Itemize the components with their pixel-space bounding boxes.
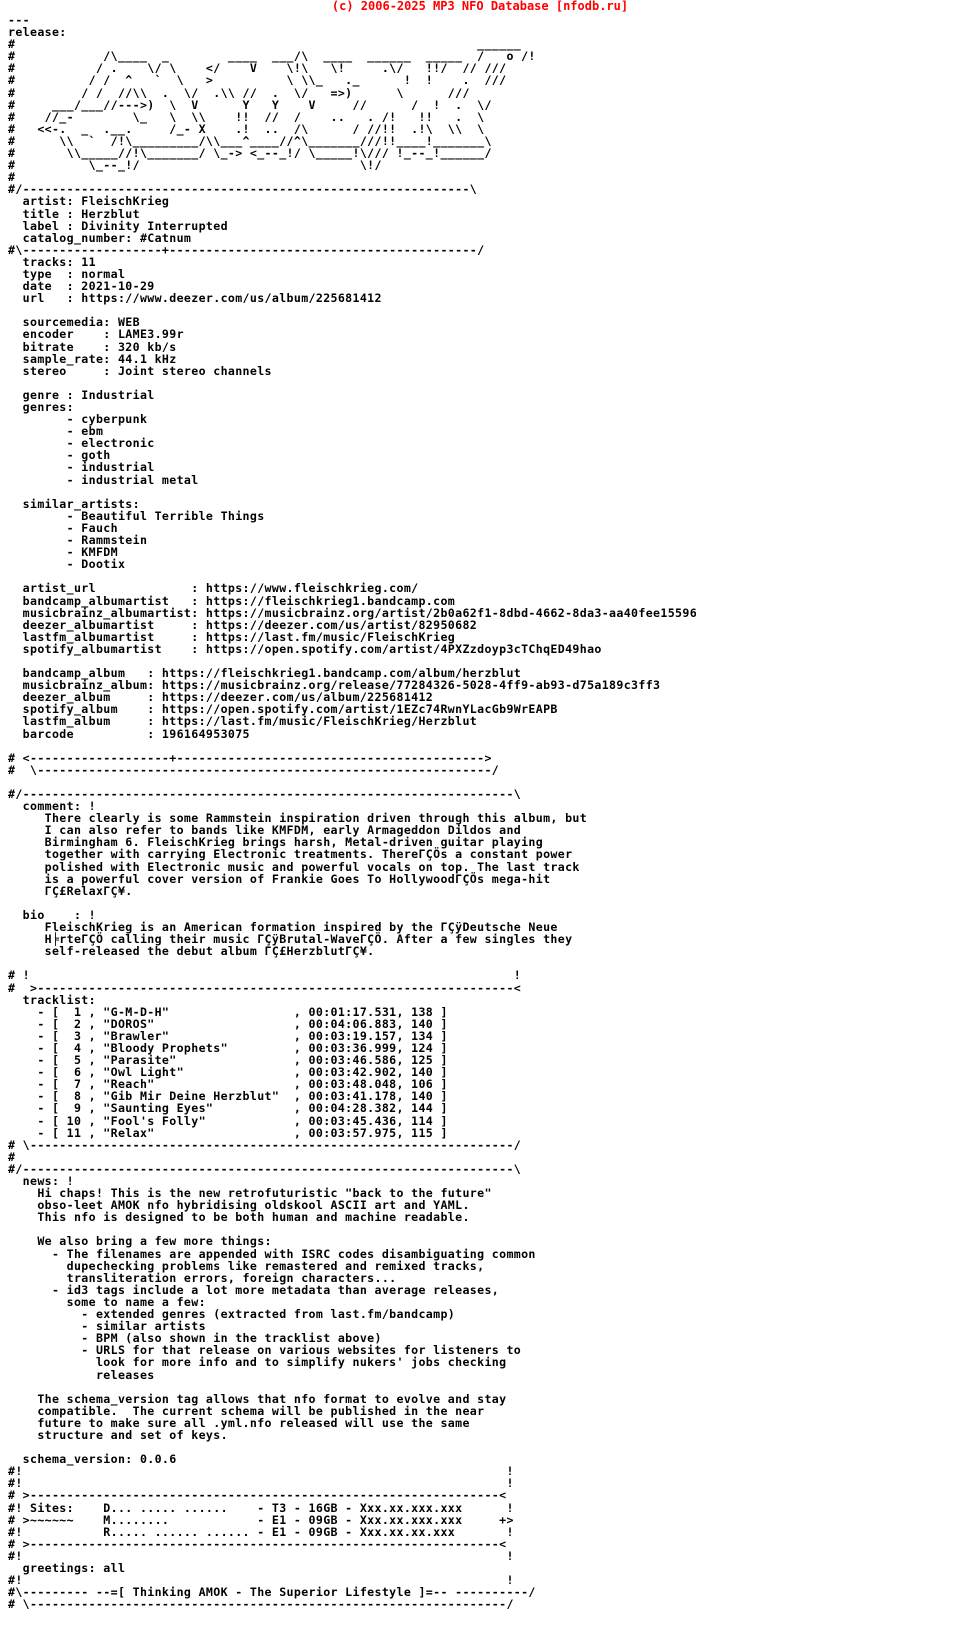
nfo-document: --- release: # ______ # /\____ _ ____ ___/\ ____ ______ _____ / o /! # / . \/ \ </ V \!\ \! .\/ !!/ // /// # / / ^ ` \ > \ \\_ ._ ! ! . /// # / / //\\ . \/ .\\ // . \/ =>) \ /// # ___/___//--->) \ V Y Y V // / ! . \/ # //_- \_ \ \\ !! // / .. . /! !! . \ # <<-. _ .__. /_- X .! .. /\ / //!! .!\ \\ \ # \\ ` /!\_________/\\___^____//^\_______///!!____!_______\ # \\_____//!\_______/ \_-> <_--_!/ \_____!\/// !_--_!______/ # \_--_!/ \!/ # #/-------------------------------------------------------------\ artist: FleischKrieg title : Herzblut label : Divinity Interrupted catalog_number: #Catnum #\-------------------+------------------------------------------/ tracks: 11 type : normal date : 2021-10-29 url : https://www.deezer.com/us/album/225681412 sourcemedia: WEB encoder : LAME3.99r bitrate : 320 kb/s sample_rate: 44.1 kHz stereo : Joint stereo channels genre : Industrial genres: - cyberpunk - ebm - electronic - goth - industrial - industrial metal similar_artists: - Beautiful Terrible Things - Fauch - Rammstein - KMFDM - Dootix artist_url : https://www.fleischkrieg.com/ bandcamp_albumartist : https://fleischkrieg1.bandcamp.com musicbrainz_albumartist: https://musicbrainz.org/artist/2b0a62f1-8dbd-4662-8da3-aa40fee15596 deezer_albumartist : https://deezer.com/us/artist/82950682 lastfm_albumartist : https://last.fm/music/FleischKrieg spotify_albumartist : https://open.spotify.com/artist/4PXZzdoyp3cTChqED49hao bandcamp_album : https://fleischkrieg1.bandcamp.com/album/herzblut musicbrainz_album: https://musicbrainz.org/release/77284326-5028-4ff9-ab93-d75a189c3ff3 deezer_album : https://deezer.com/us/album/225681412 spotify_album : https://open.spotify.com/artist/1EZc74RwnYLacGb9WrEAPB lastfm_album : https://last.fm/music/FleischKrieg/Herzblut barcode : 196164953075 # <-------------------+------------------------------------------> # \--------------------------------------------------------------/ #/-------------------------------------------------------------------\ comment: ! There clearly is some Rammstein inspiration driven through this album, but I can also refer to bands like KMFDM, early Armageddon Dildos and Birmingham 6. FleischKrieg brings harsh, Metal-driven guitar playing together with carrying Electronic treatments. ThereΓÇÖs a constant power polished with Electronic music and powerful vocals on top. The last track is a powerful cover version of Frankie Goes To HollywoodΓÇÖs mega-hit ΓÇ£RelaxΓÇ¥. bio : ! FleischKrieg is an American formation inspired by the ΓÇÿDeutsche Neue H╞rteΓÇÖ calling their music ΓÇÿBrutal-WaveΓÇÖ. After a few singles they self-released the debut album ΓÇ£HerzblutΓÇ¥. # ! ! # >-----------------------------------------------------------------< tracklist: - [ 1 , "G-M-D-H" , 00:01:17.531, 138 ] - [ 2 , "DOROS" , 00:04:06.883, 140 ] - [ 3 , "Brawler" , 00:03:19.157, 134 ] - [ 4 , "Bloody Prophets" , 00:03:36.999, 124 ] - [ 5 , "Parasite" , 00:03:46.586, 125 ] - [ 6 , "Owl Light" , 00:03:42.902, 140 ] - [ 7 , "Reach" , 00:03:48.048, 106 ] - [ 8 , "Gib Mir Deine Herzblut" , 00:03:41.178, 140 ] - [ 9 , "Saunting Eyes" , 00:04:28.382, 144 ] - [ 10 , "Fool's Folly" , 00:03:45.436, 114 ] - [ 11 , "Relax" , 00:03:57.975, 115 ] # \------------------------------------------------------------------/ # #/-------------------------------------------------------------------\ news: ! Hi chaps! This is the new retrofuturistic "back to the future" obso-leet AMOK nfo hybridising oldskool ASCII art and YAML. This nfo is designed to be both human and machine readable. We also bring a few more things: - The filenames are appended with ISRC codes disambiguating common dupechecking problems like remastered and remixed tracks, transliteration errors, foreign characters... - id3 tags include a lot more metadata than average releases, some to name a few: - extended genres (extracted from last.fm/bandcamp) - similar artists - BPM (also shown in the tracklist above) - URLS for that release on various websites for listeners to look for more info and to simplify nukers' jobs checking releases The schema_version tag allows that nfo format to evolve and stay compatible. The current schema will be published in the near future to make sure all .yml.nfo released will use the same structure and set of keys. schema_version: 0.0.6 #! ! #! ! # >----------------------------------------------------------------< #! Sites: D... ..... ...... - T3 - 16GB - Xxx.xx.xxx.xxx ! # >~~~~~~ M........ - E1 - 09GB - Xxx.xx.xxx.xxx +> #! R..... ...... ...... - E1 - 09GB - Xxx.xx.xx.xxx ! # >----------------------------------------------------------------< #! ! greetings: all #! ! #\--------- --=[ Thinking AMOK - The Superior Lifestyle ]=-- ----------/ # \-----------------------------------------------------------------/ <box>8 13 698 1612</box>
site-banner: (c) 2006-2025 MP3 NFO Database [nfodb.ru] <box>331 0 629 13</box>
